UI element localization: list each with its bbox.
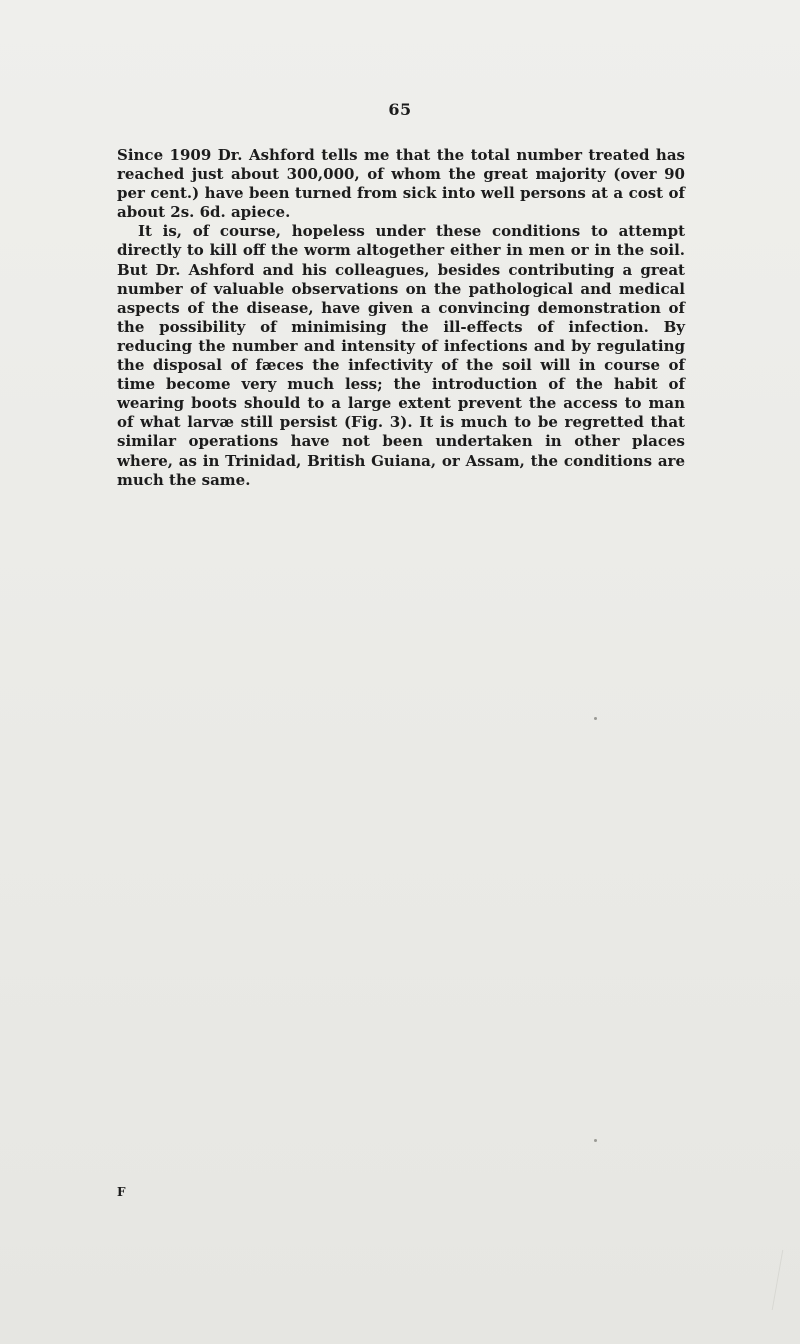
paragraph-1: Since 1909 Dr. Ashford tells me that the total number treated has reached just about 300,000, of whom the great majority (over 90 per cent.) have been turned from sick into well persons at a cost of about 2s. 6d. apiece. <box>117 146 685 222</box>
page-number: 65 <box>388 100 412 119</box>
paper-speck <box>594 717 597 720</box>
paper-edge-mark <box>772 1250 800 1310</box>
paper-speck <box>594 1139 597 1142</box>
signature-mark: F <box>117 1185 127 1199</box>
body-text <box>117 146 685 490</box>
paragraph-2: It is, of course, hopeless under these conditions to attempt directly to kill off the worm altogether either in men or in the soil. But Dr. Ashford and his colleagues, besides contributing a great number of valuable observations on the pathological and medical aspects of the disease, have given a convincing demonstration of the possibility of minimising the ill-effects of infection. By reducing the number and intensity of infections and by regulating the disposal of fæces the infectivity of the soil will in course of time become very much less; the introduction of the habit of wearing boots should to a large extent prevent the access to man of what larvæ still persist (Fig. 3). It is much to be regretted that similar operations have not been undertaken in other places where, as in Trinidad, British Guiana, or Assam, the conditions are much the same. <box>117 222 685 489</box>
